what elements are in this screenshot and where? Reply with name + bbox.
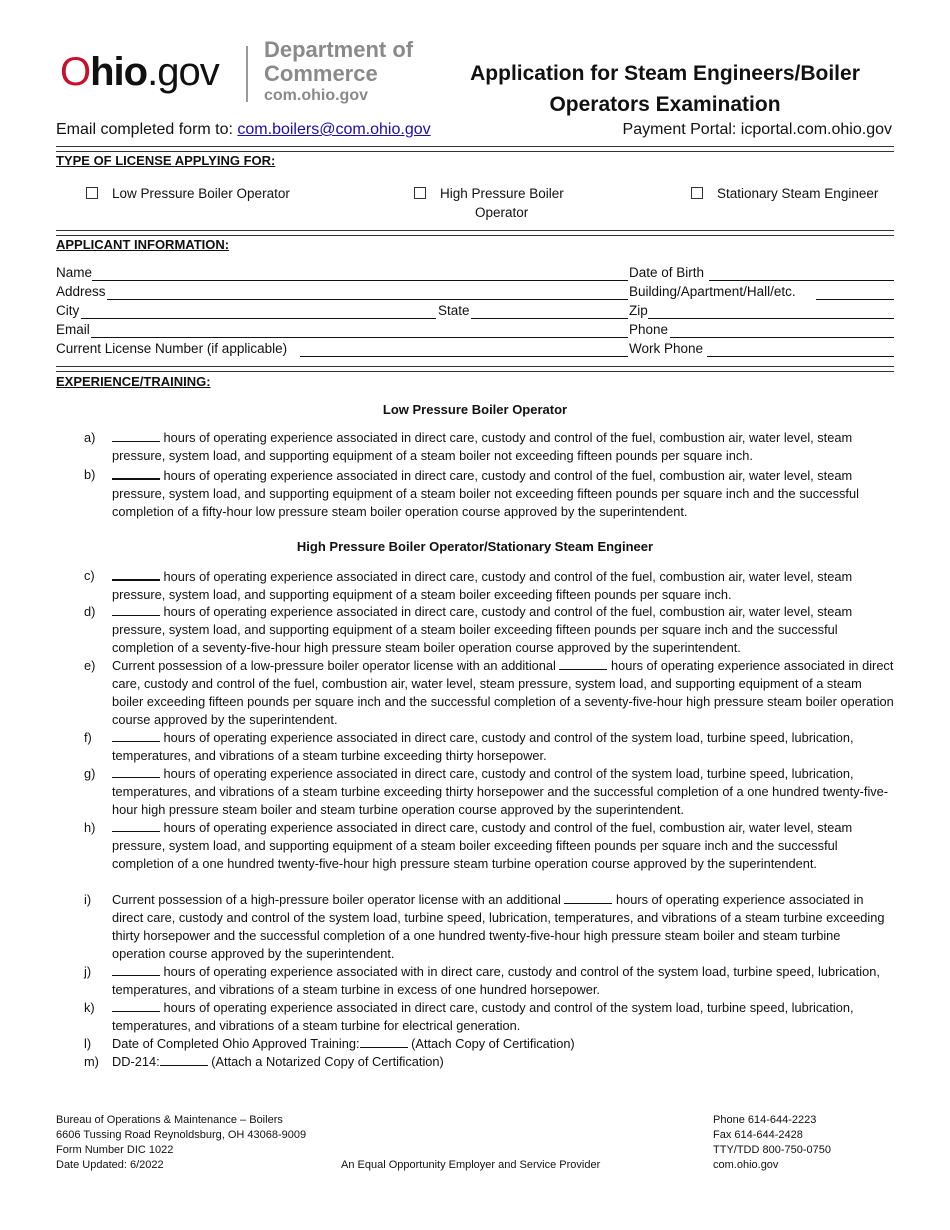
checkbox-high-pressure[interactable]: High Pressure Boiler	[414, 184, 564, 203]
zip-label: Zip	[629, 303, 648, 318]
list-item-b: b) hours of operating experience associated in direct care, custody and control of the fuel, combustion air, water level, steam pressure, system load, and supporting equipment of a steam boiler not exceeding fifteen pounds per square inch and the successful completion of a fifty-hour low pressure steam boiler operation course approved by the superintendent.	[84, 467, 859, 520]
city-field[interactable]	[81, 318, 436, 319]
email-link[interactable]: com.boilers@com.ohio.gov	[237, 121, 431, 138]
checkbox-high-pressure-label-line2: Operator	[475, 205, 529, 220]
list-item-i: i) Current possession of a high-pressure boiler operator license with an additional hours of operating experience associated in direct care, custody and control of the system load, turbine speed, lubrication, temperatures, and vibrations of a steam turbine exceeding thirty horsepower and the successful completion of a one hundred twenty-five-hour high pressure steam boiler and steam turbine operation course approved by the superintendent.	[84, 892, 885, 962]
hours-input-c[interactable]	[112, 567, 160, 581]
ohio-gov-logo: Ohio.gov	[60, 50, 219, 94]
hours-input-j[interactable]	[112, 963, 160, 976]
checkbox-low-pressure[interactable]: Low Pressure Boiler Operator	[86, 184, 290, 203]
hours-input-b[interactable]	[112, 466, 160, 480]
license-type-heading: TYPE OF LICENSE APPLYING FOR:	[56, 153, 276, 168]
phone-field[interactable]	[670, 337, 894, 338]
hours-input-h[interactable]	[112, 819, 160, 832]
footer-contact: Phone 614-644-2223 Fax 614-644-2428 TTY/TDD 800-750-0750 com.ohio.gov	[713, 1114, 831, 1171]
checkbox-icon[interactable]	[691, 187, 703, 199]
form-title: Application for Steam Engineers/Boiler Operators Examination	[470, 62, 860, 116]
name-field[interactable]	[92, 280, 628, 281]
email-field[interactable]	[91, 337, 628, 338]
state-label: State	[438, 303, 470, 318]
dept-line1: Department of	[264, 37, 414, 62]
list-item-j: j) hours of operating experience associated with in direct care, custody and control of the system load, turbine speed, lubrication, temperatures, and vibrations of a steam turbine in excess of one hundred horsepower.	[84, 964, 880, 998]
name-label: Name	[56, 265, 93, 280]
divider	[56, 230, 894, 236]
phone-label: Phone	[629, 322, 669, 337]
license-number-label: Current License Number (if applicable)	[56, 341, 288, 356]
payment-portal: Payment Portal: icportal.com.ohio.gov	[622, 121, 892, 138]
work-phone-field[interactable]	[707, 356, 894, 357]
email-label: Email	[56, 322, 90, 337]
building-label: Building/Apartment/Hall/etc.	[629, 284, 796, 299]
license-number-field[interactable]	[300, 356, 628, 357]
address-label: Address	[56, 284, 106, 299]
hours-input-k[interactable]	[112, 999, 160, 1012]
footer-address: Bureau of Operations & Maintenance – Boilers 6606 Tussing Road Reynoldsburg, OH 43068-9009 Form Number DIC 1022 Date Updated: 6/2022	[56, 1114, 307, 1171]
list-item-f: f) hours of operating experience associated in direct care, custody and control of the system load, turbine speed, lubrication, temperatures, and vibrations of a steam turbine exceeding thirty horsepower.	[84, 730, 854, 764]
list-item-h: h) hours of operating experience associated in direct care, custody and control of the fuel, combustion air, water level, steam pressure, system load, and supporting equipment of a steam boiler exceeding fifteen pounds per square inch and the successful completion of a one hundred twenty-five-hour high pressure steam turbine operation course approved by the superintendent.	[84, 820, 853, 872]
list-item-m: m) DD-214: (Attach a Notarized Copy of Certification)	[84, 1054, 444, 1069]
email-instruction: Email completed form to: com.boilers@com.ohio.gov	[56, 121, 431, 138]
footer-eeo: An Equal Opportunity Employer and Service Provider	[341, 1159, 601, 1171]
hours-input-g[interactable]	[112, 765, 160, 778]
training-date-input[interactable]	[360, 1035, 408, 1048]
experience-heading: EXPERIENCE/TRAINING:	[56, 374, 211, 389]
hours-input-i[interactable]	[564, 891, 612, 904]
list-item-k: k) hours of operating experience associated in direct care, custody and control of the system load, turbine speed, lubrication, temperatures, and vibrations of a steam turbine for electrical generation.	[84, 1000, 854, 1034]
checkbox-icon[interactable]	[86, 187, 98, 199]
list-item-l: l) Date of Completed Ohio Approved Training: (Attach Copy of Certification)	[84, 1036, 575, 1051]
department-logo	[264, 38, 413, 106]
work-phone-label: Work Phone	[629, 341, 704, 356]
hours-input-f[interactable]	[112, 729, 160, 742]
checkbox-icon[interactable]	[414, 187, 426, 199]
dob-label: Date of Birth	[629, 265, 705, 280]
list-item-a: a) hours of operating experience associated in direct care, custody and control of the fuel, combustion air, water level, steam pressure, system load, and supporting equipment of a steam boiler not exceeding fifteen pounds per square inch.	[84, 430, 853, 464]
dept-line2: Commerce	[264, 61, 378, 86]
dob-field[interactable]	[709, 280, 894, 281]
hours-input-d[interactable]	[112, 603, 160, 616]
hours-input-a[interactable]	[112, 429, 160, 442]
checkbox-stationary-engineer[interactable]: Stationary Steam Engineer	[691, 184, 878, 203]
dd214-input[interactable]	[160, 1053, 208, 1066]
zip-field[interactable]	[648, 318, 894, 319]
list-item-g: g) hours of operating experience associated in direct care, custody and control of the system load, turbine speed, lubrication, temperatures, and vibrations of a steam turbine exceeding thirty horsepower and the successful completion of a one hundred twenty-five-hour high pressure steam boiler and steam turbine operation course approved by the superintendent.	[84, 766, 889, 818]
low-pressure-heading: Low Pressure Boiler Operator	[382, 402, 568, 417]
hours-input-e[interactable]	[559, 657, 607, 670]
divider	[56, 366, 894, 372]
list-item-d: d) hours of operating experience associated in direct care, custody and control of the fuel, combustion air, water level, steam pressure, system load, and supporting equipment of a steam boiler exceeding fifteen pounds per square inch and the successful completion of a seventy-five-hour high pressure steam boiler operation course approved by the superintendent.	[84, 604, 853, 656]
building-field[interactable]	[816, 299, 894, 300]
city-label: City	[56, 303, 80, 318]
divider	[56, 146, 894, 152]
state-field[interactable]	[471, 318, 628, 319]
list-item-c: c) hours of operating experience associated in direct care, custody and control of the fuel, combustion air, water level, steam pressure, system load, and supporting equipment of a steam boiler exceeding fifteen pounds per square inch.	[84, 568, 853, 603]
high-pressure-heading: High Pressure Boiler Operator/Stationary Steam Engineer	[296, 539, 654, 554]
applicant-info-heading: APPLICANT INFORMATION:	[56, 237, 230, 252]
list-item-e: e) Current possession of a low-pressure boiler operator license with an additional hours of operating experience associated in direct care, custody and control of the fuel, combustion air, water level, steam pressure, system load, and supporting equipment of a steam boiler exceeding fifteen pounds per square inch and the successful completion of a seventy-five-hour high pressure steam boiler operation course approved by the superintendent.	[84, 658, 894, 728]
logo-divider	[246, 46, 248, 102]
dept-url: com.ohio.gov	[264, 87, 368, 104]
address-field[interactable]	[107, 299, 628, 300]
